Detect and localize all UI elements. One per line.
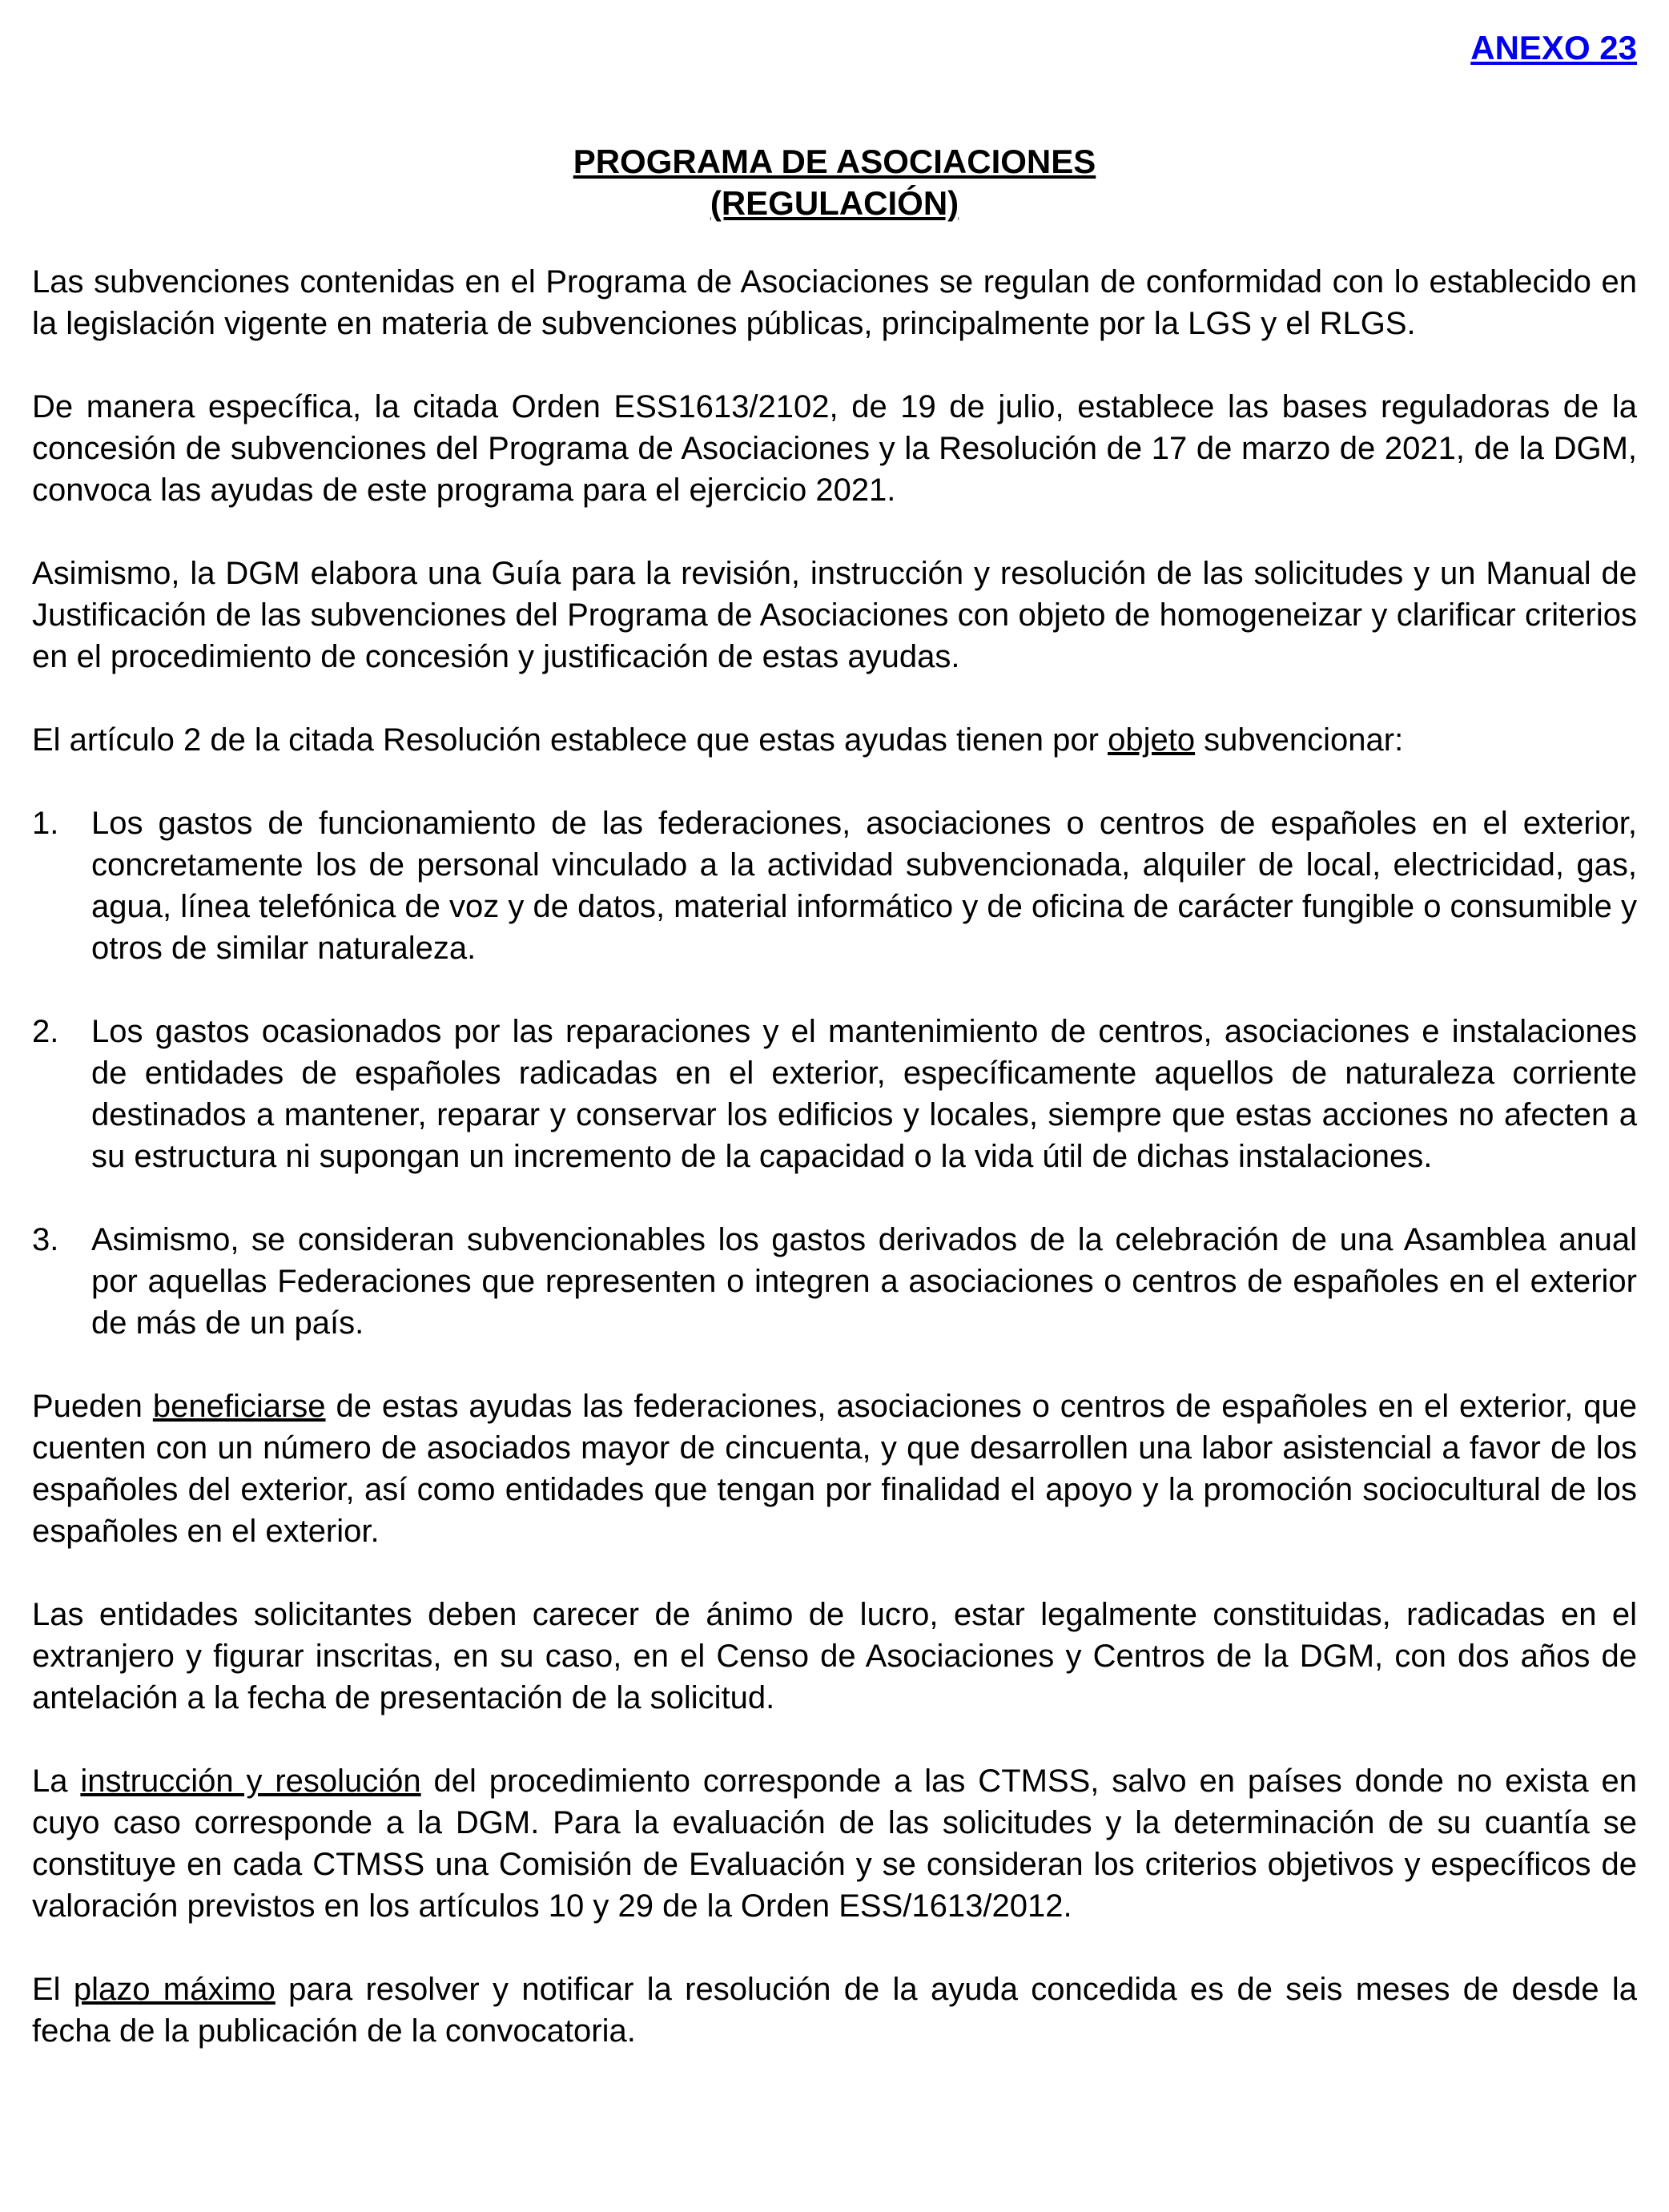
paragraph-objeto-underlined: objeto <box>1108 722 1196 758</box>
paragraph-objeto <box>32 719 1637 761</box>
paragraph-plazo <box>32 1969 1637 2052</box>
paragraph-beneficiarios-after: de estas ayudas las federaciones, asociaciones o centros de españoles en el exterior, que cuenten con un número de asociados mayor de cincuenta, y que desarrollen una labor asistencial a favor de los españoles del exterior, así como entidades que tengan por finalidad el apoyo y la promoción sociocultural de los españoles en el exterior. <box>32 1389 1637 1549</box>
list-item-text: Los gastos de funcionamiento de las federaciones, asociaciones o centros de españoles en el exterior, concretamente los de personal vinculado a la actividad subvencionada, alquiler de local, electricidad, gas, agua, línea telefónica de voz y de datos, material informático y de oficina de carácter fungible o consumible y otros de similar naturaleza. <box>91 806 1637 966</box>
paragraph-objeto-after: subvencionar: <box>1195 722 1404 758</box>
paragraph-requisitos: Las entidades solicitantes deben carecer de ánimo de lucro, estar legalmente constituidas, radicadas en el extranjero y figurar inscritas, en su caso, en el Censo de Asociaciones y Centros de la DGM, con dos años de antelación a la fecha de presentación de la solicitud. <box>32 1597 1637 1715</box>
annex-label[interactable]: ANEXO 23 <box>1470 29 1637 66</box>
document-title <box>32 141 1637 224</box>
paragraph-beneficiarios <box>32 1386 1637 1552</box>
list-item-number: 1. <box>32 806 59 841</box>
list-item-text: Los gastos ocasionados por las reparaciones y el mantenimiento de centros, asociaciones e instalaciones de entidades de españoles radicadas en el exterior, específicamente aquellos de naturaleza corriente destinados a mantener, reparar y conservar los edificios y locales, siempre que estas acciones no afecten a su estructura ni supongan un incremento de la capacidad o la vida útil de dichas instalaciones. <box>91 1014 1637 1174</box>
paragraph-plazo-before: El <box>32 1972 74 2007</box>
paragraph-instruccion-after: del procedimiento corresponde a las CTMSS, salvo en países donde no exista en cuyo caso corresponde a la DGM. Para la evaluación de las solicitudes y la determinación de su cuantía se constituye en cada CTMSS una Comisión de Evaluación y se consideran los criterios objetivos y específicos de valoración previstos en los artículos 10 y 29 de la Orden ESS/1613/2012. <box>32 1764 1637 1924</box>
paragraph-guia: Asimismo, la DGM elabora una Guía para la revisión, instrucción y resolución de las solicitudes y un Manual de Justificación de las subvenciones del Programa de Asociaciones con objeto de homogeneizar y clarificar criterios en el procedimiento de concesión y justificación de estas ayudas. <box>32 556 1637 674</box>
paragraph-intro: Las subvenciones contenidas en el Programa de Asociaciones se regulan de conformidad con lo establecido en la legislación vigente en materia de subvenciones públicas, principalmente por la LGS y el RLGS. <box>32 264 1637 341</box>
list-item-text: Asimismo, se consideran subvencionables los gastos derivados de la celebración de una Asamblea anual por aquellas Federaciones que representen o integren a asociaciones o centros de españoles en el exterior de más de un país. <box>91 1222 1637 1341</box>
paragraph-orden: De manera específica, la citada Orden ESS1613/2102, de 19 de julio, establece las bases reguladoras de la concesión de subvenciones del Programa de Asociaciones y la Resolución de 17 de marzo de 2021, de la DGM, convoca las ayudas de este programa para el ejercicio 2021. <box>32 389 1637 508</box>
list-item <box>32 1011 1637 1177</box>
paragraph-plazo-after: para resolver y notificar la resolución de la ayuda concedida es de seis meses de desde la fecha de la publicación de la convocatoria. <box>32 1972 1638 2049</box>
list-item <box>32 802 1637 969</box>
paragraph-objeto-before: El artículo 2 de la citada Resolución establece que estas ayudas tienen por <box>32 722 1108 758</box>
paragraph-plazo-underlined: plazo máximo <box>73 1972 275 2007</box>
title-line-1: PROGRAMA DE ASOCIACIONES <box>573 143 1096 180</box>
paragraph-instruccion-before: La <box>32 1764 81 1799</box>
paragraph-beneficiarios-before: Pueden <box>32 1389 153 1424</box>
title-line-2: (REGULACIÓN) <box>710 184 959 222</box>
paragraph-instruccion <box>32 1760 1637 1927</box>
list-item <box>32 1219 1637 1344</box>
list-item-number: 3. <box>32 1222 59 1257</box>
paragraph-beneficiarios-underlined: beneficiarse <box>152 1389 326 1424</box>
paragraph-instruccion-underlined: instrucción y resolución <box>80 1764 421 1799</box>
list-item-number: 2. <box>32 1014 59 1049</box>
